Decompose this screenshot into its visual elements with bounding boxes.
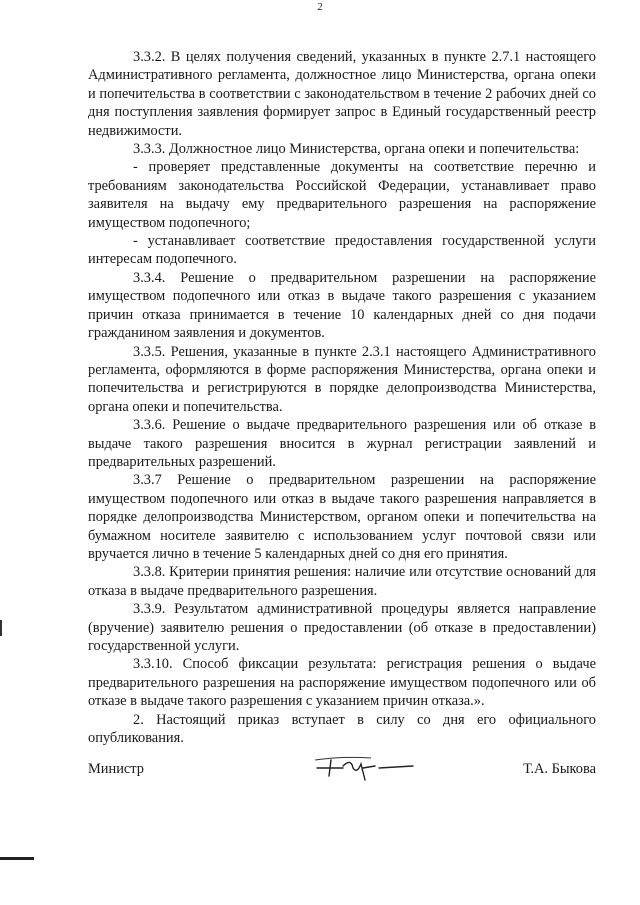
paragraph-3-3-8: 3.3.8. Критерии принятия решения: наличие или отсутствие оснований для отказа в выдаче предварительного разрешения. xyxy=(88,564,596,599)
paragraph-3-3-10: 3.3.10. Способ фиксации результата: регистрация решения о выдаче предварительного разрешения на распоряжение имуществом подопечного или об отказе в выдаче такого разрешения с указанием причин отказа.». xyxy=(88,656,596,710)
paragraph-3-3-4: 3.3.4. Решение о предварительном разрешении на распоряжение имуществом подопечного или отказ в выдаче такого разрешения с указанием причин отказа принимается в течение 10 календарных дней со дня подачи гражданином заявления и документов. xyxy=(88,269,596,342)
scan-edge-mark xyxy=(0,620,2,636)
paragraph-3-3-2: 3.3.2. В целях получения сведений, указанных в пункте 2.7.1 настоящего Административного регламента, должностное лицо Министерства, органа опеки и попечительства в соответствии с законодательством в течение 2 рабочих дней со дня поступления заявления формирует запрос в Единый государственный реестр недвижимости. xyxy=(88,49,596,139)
signatory-name: Т.А. Быкова xyxy=(523,761,596,777)
scan-edge-line xyxy=(0,857,34,860)
page-number: 2 xyxy=(317,1,323,13)
paragraph-entry-into-force: 2. Настоящий приказ вступает в силу со дня его официального опубликования. xyxy=(88,711,596,747)
handwritten-signature-icon xyxy=(313,746,423,786)
paragraph-3-3-6: 3.3.6. Решение о выдаче предварительного разрешения или об отказе в выдаче такого разрешения вносится в журнал регистрации заявлений и предварительных разрешений. xyxy=(88,417,596,470)
document-body xyxy=(88,48,596,747)
list-item-establish-compliance: - устанавливает соответствие предоставления государственной услуги интересам подопечного. xyxy=(88,233,596,268)
signature-block xyxy=(88,760,596,784)
paragraph-3-3-3: 3.3.3. Должностное лицо Министерства, органа опеки и попечительства: xyxy=(133,141,580,158)
paragraph-3-3-7: 3.3.7 Решение о предварительном разрешении на распоряжение имуществом подопечного или отказ в выдаче такого разрешения направляется в порядке делопроизводства Министерством, органом опеки и попечительства на бумажном носителе заявителю с использованием услуг почтовой связи или вручается лично в течение 5 календарных дней со дня его принятия. xyxy=(88,472,596,562)
paragraph-3-3-5: 3.3.5. Решения, указанные в пункте 2.3.1 настоящего Административного регламента, оформляются в форме распоряжения Министерства, органа опеки и попечительства и регистрируются в порядке делопроизводства Министерства, органа опеки и попечительства. xyxy=(88,343,596,415)
list-item-check-documents: - проверяет представленные документы на соответствие перечню и требованиям законодательства Российской Федерации, устанавливает право заявителя на выдачу ему предварительного разрешения на распоряжение имуществом подопечного; xyxy=(88,159,596,231)
paragraph-3-3-9: 3.3.9. Результатом административной процедуры является направление (вручение) заявителю решения о предоставлении (об отказе в предоставлении) государственной услуги. xyxy=(88,601,596,654)
signatory-position: Министр xyxy=(88,761,144,777)
